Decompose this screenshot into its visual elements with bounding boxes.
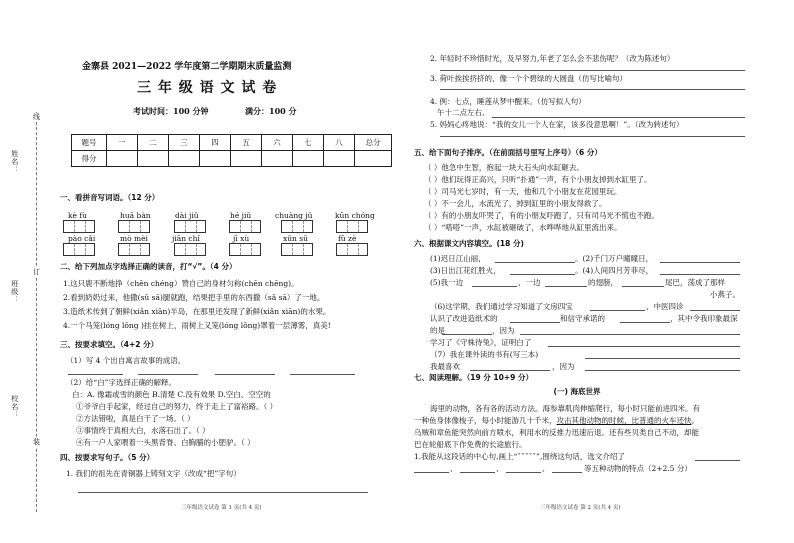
- pinyin-4: hé jiǔ: [230, 211, 252, 220]
- score-cell: 八: [324, 135, 355, 151]
- answer-line[interactable]: [414, 472, 449, 473]
- score-entry[interactable]: [107, 151, 138, 167]
- answer-line[interactable]: [510, 274, 575, 275]
- reading-q1-sep: 、: [542, 464, 550, 473]
- q6-item-6d: 和信守承诺的: [560, 314, 605, 323]
- q5-item-1: （ ）他急中生智，抱起一块大石头向水缸砸去。: [424, 163, 584, 172]
- char-box[interactable]: [174, 220, 206, 233]
- passage-line-3: 乌贼和章鱼能突然向前方喷水，利用水的反推力迅速后退。还有些贝类自己不动，却能: [414, 428, 699, 437]
- pinyin-8: mò mèi: [120, 234, 148, 243]
- section-6-heading: 六、根据课文内容填空。(18 分): [414, 239, 524, 248]
- answer-line[interactable]: [215, 374, 275, 375]
- q6-item-6h: 学习了《守株待兔》，证明白了: [430, 338, 532, 347]
- q3-sub-d: ④有一户人家喂着一头黑背脊、白胸脯的小肥驴。（ ）: [76, 438, 255, 447]
- q6-item-7c: ，因为: [552, 362, 575, 371]
- seal-bind-char: 装: [33, 438, 40, 446]
- q3-item-2: （2）给“白”字选择正确的解释。: [66, 378, 176, 387]
- q6-item-5d: 尾巴，荡成了那样: [665, 278, 725, 287]
- pinyin-6: kūn chóng: [335, 211, 375, 220]
- score-cell: 题号: [72, 135, 107, 151]
- q4-item-4-prompt: 午十二点左右,: [437, 108, 485, 117]
- q6-item-6: （6)这学期，我们通过学习知道了文房四宝: [430, 302, 573, 311]
- answer-line[interactable]: [520, 334, 740, 335]
- passage-text: 一种鱼身体像梭子，每小时能游几十千米，: [414, 416, 557, 425]
- q2-item-1: 1.这只鹿不断地挣（chēn chéng）赞自己的身材匀称(chēn chēng)。: [63, 279, 299, 288]
- answer-line[interactable]: [506, 472, 541, 473]
- answer-line[interactable]: [68, 374, 123, 375]
- answer-line[interactable]: [695, 460, 740, 461]
- binding-dashed-line: [36, 112, 37, 512]
- score-row-label: 得分: [72, 151, 107, 167]
- score-cell: 一: [107, 135, 138, 151]
- q5-item-2: （ ）他们玩得正高兴，只听“扑通”一声，有个小朋友掉到水缸里了。: [424, 175, 652, 184]
- q6-item-6b: ，中医四诊: [646, 302, 684, 311]
- char-box[interactable]: [63, 220, 95, 233]
- passage-line-4: 巴在轮船底下作免费的长途旅行。: [414, 440, 527, 449]
- score-entry[interactable]: [355, 151, 392, 167]
- char-box[interactable]: [336, 243, 368, 256]
- answer-line[interactable]: [590, 310, 645, 311]
- q6-item-2: 。(2)千门万户曈曈日，: [575, 254, 654, 263]
- section-1-heading: 一、看拼音写词语。（12 分）: [60, 193, 160, 202]
- answer-line[interactable]: [78, 492, 368, 493]
- passage-line-2: [414, 416, 699, 425]
- exam-full-score: 满分：100 分: [245, 106, 297, 116]
- pinyin-1: kè fù: [68, 211, 87, 220]
- answer-line[interactable]: [138, 374, 198, 375]
- answer-line[interactable]: [472, 286, 517, 287]
- passage-line-1: 海里的动物，各有各的活动方法。海参靠肌肉伸缩爬行，每小时只能前进四米。有: [430, 404, 700, 413]
- q6-item-4: 。(4)人间四月芳菲尽，: [575, 266, 654, 275]
- char-box-row-1: [63, 220, 371, 233]
- pinyin-3: dài jiǔ: [175, 211, 199, 220]
- answer-line[interactable]: [660, 274, 740, 275]
- pinyin-12: fǔ zè: [338, 234, 357, 243]
- score-cell: 七: [293, 135, 324, 151]
- section-7-heading: 七、阅读理解。（19 分 10+9 分）: [414, 373, 533, 382]
- school-label: 校名：: [10, 395, 19, 419]
- exam-time: 考试时间：100 分钟: [133, 106, 209, 116]
- q6-item-6f: 的是: [430, 326, 445, 335]
- answer-line[interactable]: [622, 286, 664, 287]
- answer-line[interactable]: [552, 472, 582, 473]
- char-box-row-2: [63, 243, 371, 256]
- pinyin-11: xūn sū: [283, 234, 308, 243]
- q4-item-3: 3. 荷叶挨挨挤挤的，像一个个碧绿的大圆盘（仿写比喻句）: [430, 74, 628, 83]
- q2-item-4: 4.一个马笼(lóng lǒng )挂在树上，雨树上又笼(lóng lǒng)罩着一层薄雾，真美!: [63, 321, 331, 330]
- q6-item-7b: 我最喜欢: [430, 362, 460, 371]
- pinyin-7: pào cǎi: [68, 234, 96, 243]
- q6-item-3: (3)日出江花红胜火，: [430, 266, 501, 275]
- section-2-heading: 二、给下列加点字选择正确的读音，打“√”。（4 分）: [60, 262, 237, 271]
- answer-line[interactable]: [442, 334, 492, 335]
- q6-item-5c: 的翅膀，: [588, 278, 618, 287]
- answer-line[interactable]: [440, 70, 745, 71]
- char-box[interactable]: [229, 220, 261, 233]
- section-4-heading: 四、按要求写句子。（5 分）: [60, 453, 155, 462]
- score-table-header-row: [72, 135, 392, 151]
- q3-sub-b: ②方法错啦，真是白干了一场。（ ）: [76, 414, 195, 423]
- score-cell: 总分: [355, 135, 392, 151]
- answer-line[interactable]: [492, 117, 745, 118]
- answer-line[interactable]: [440, 89, 745, 90]
- answer-line[interactable]: [548, 346, 740, 347]
- q6-item-6g: ，因为: [492, 326, 515, 335]
- pinyin-2: huā bàn: [120, 211, 151, 220]
- score-table: [71, 134, 392, 167]
- q2-item-3: 3.造纸术传到了朝鲜(xiǎn xiān)半岛，在那里还发现了新鲜(xiǎn xiān)的水果。: [63, 307, 331, 316]
- pinyin-10: jī xù: [233, 234, 250, 243]
- class-label: 班级：: [10, 280, 19, 304]
- q4-item-5: 5. 妈妈心疼地说：“我的女儿一个人在家，该多没意思啊！”。（改为转述句）: [430, 120, 684, 129]
- answer-line[interactable]: [690, 310, 740, 311]
- q6-item-6e: ，其中令我印象最深: [670, 314, 738, 323]
- char-box[interactable]: [336, 220, 368, 233]
- reading-q1: 1.我能从这段话的中心句,画上“ˇˇˇˇˇ”,围绕这句话，选文介绍了: [414, 452, 625, 461]
- q3-item-1: （1）写 4 个出自寓言故事的成语。: [66, 356, 186, 365]
- q6-item-7: （7）我在课外读的书有(写三本): [430, 350, 539, 359]
- q4-item-4: 4. 例：七点，睡莲从梦中醒来。（仿写拟人句）: [430, 97, 586, 106]
- section-5-heading: 五、给下面句子排序。（在前面括号里写上序号）（6 分）: [414, 148, 602, 157]
- q6-item-5e: 小燕子。: [710, 290, 740, 299]
- answer-line[interactable]: [440, 136, 745, 137]
- q6-item-6c: 认识了改进造纸术的: [430, 314, 498, 323]
- seal-line-char: 线: [33, 113, 40, 121]
- exam-org: 金寨县 2021—2022 学年度第二学期期末质量监测: [82, 62, 292, 72]
- char-box[interactable]: [174, 243, 206, 256]
- score-cell: 六: [262, 135, 293, 151]
- char-box[interactable]: [118, 220, 150, 233]
- q4-item-1: 1. 我们的祖先在青铜器上铸刻文字（改成“把”字句）: [66, 469, 241, 478]
- passage-title: (一) 海底世界: [553, 387, 601, 396]
- char-box[interactable]: [63, 243, 95, 256]
- answer-line[interactable]: [510, 322, 560, 323]
- q6-item-5: (5)我一边: [430, 278, 464, 287]
- reading-q1-sep: 、: [450, 464, 458, 473]
- q5-item-3: （ ）司马光七岁时，有一天，他和几个小朋友在花园里玩。: [424, 187, 622, 196]
- score-entry[interactable]: [324, 151, 355, 167]
- exam-title: 三 年 级 语 文 试 卷: [137, 80, 278, 96]
- answer-line[interactable]: [495, 262, 575, 263]
- answer-line[interactable]: [470, 370, 550, 371]
- reading-q1-sep: 、: [496, 464, 504, 473]
- q5-item-4: （ ）不一会儿，水流光了，掉到缸里的小朋友得救了。: [424, 199, 607, 208]
- q5-item-6: （ ）“嗒嗒”一声，水缸被砸破了，水哗哗地从缸里流出来。: [424, 223, 622, 232]
- score-entry[interactable]: [262, 151, 293, 167]
- section-3-heading: 三、按要求填空。（4+2 分）: [60, 340, 159, 349]
- answer-line[interactable]: [290, 374, 355, 375]
- pinyin-5: chuàng jǔ: [275, 211, 313, 220]
- q4-item-2: 2. 年轻时不珍惜时光，及早努力,年老了怎么会不悲伤呢？（改为陈述句）: [430, 54, 675, 63]
- q6-item-1: (1)迟日江山丽，: [430, 254, 486, 263]
- char-box[interactable]: [281, 220, 313, 233]
- char-box[interactable]: [229, 243, 261, 256]
- q3-sub-c: ③事情终于真相大白，水落石出了。（ ）: [76, 426, 210, 435]
- score-cell: 四: [200, 135, 231, 151]
- page-footer-right: 三年级语文试卷 第 2 页(共 4 页): [540, 505, 621, 511]
- answer-line[interactable]: [660, 262, 740, 263]
- char-box[interactable]: [118, 243, 150, 256]
- score-cell: 五: [231, 135, 262, 151]
- passage-underlined-text: 攻击其他动物的时候，比普通的火车还快: [556, 416, 692, 425]
- q3-sub-a: ①爷爷白手起家，经过自己的努力，终于走上了富裕路。（ ）: [76, 402, 278, 411]
- name-label: 姓名：: [10, 150, 19, 174]
- answer-line[interactable]: [460, 472, 495, 473]
- score-entry[interactable]: [231, 151, 262, 167]
- page-footer-left: 三年级语文试卷 第 1 页(共 4 页): [181, 505, 262, 511]
- q3-options: 白：A. 像霜或雪的颜色 B.清楚 C.没有效果 D.空白、空空的: [72, 390, 271, 399]
- char-box[interactable]: [281, 243, 313, 256]
- score-entry[interactable]: [138, 151, 169, 167]
- pinyin-9: jiān chǐ: [172, 234, 200, 243]
- score-entry[interactable]: [200, 151, 231, 167]
- q6-item-5b: ，一边: [518, 278, 541, 287]
- q2-item-2: 2.看到奶奶过来，他撒(sǔ sā)腿就跑，结果把手里的东西撒（sǎ sā）了一地。: [63, 293, 325, 302]
- score-table-score-row: [72, 151, 392, 167]
- score-entry[interactable]: [293, 151, 324, 167]
- reading-q1-tail: 等五种动物的特点（2+2.5 分）: [584, 464, 692, 473]
- q5-item-5: （ ）有的小朋友吓哭了，有的小朋友吓跑了，只有司马光不慌也不跑。: [424, 211, 659, 220]
- answer-line[interactable]: [585, 358, 740, 359]
- score-entry[interactable]: [169, 151, 200, 167]
- passage-text: 。: [691, 416, 699, 425]
- answer-line[interactable]: [620, 322, 670, 323]
- answer-line[interactable]: [585, 370, 740, 371]
- seal-order-char: 订: [33, 268, 40, 276]
- score-cell: 三: [169, 135, 200, 151]
- answer-line[interactable]: [545, 286, 587, 287]
- score-cell: 二: [138, 135, 169, 151]
